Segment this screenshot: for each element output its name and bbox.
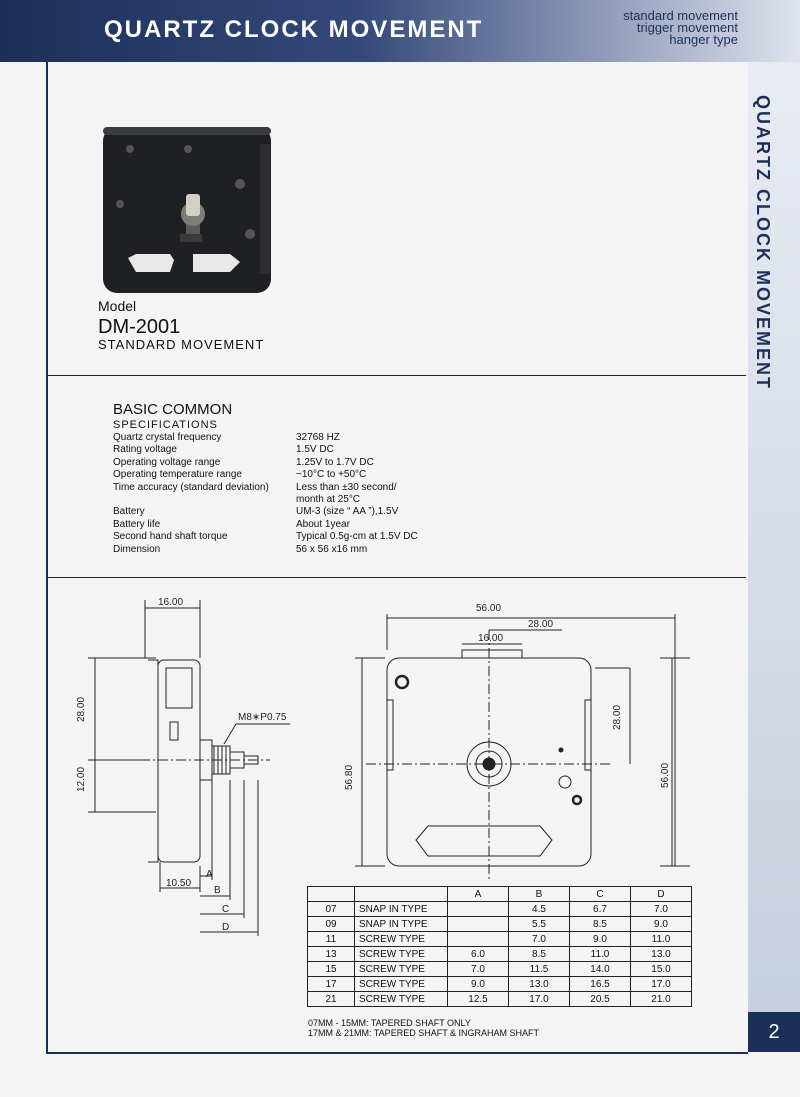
table-cell: 11.0 (570, 947, 631, 962)
spec-key: Battery life (113, 518, 161, 530)
table-cell: SNAP IN TYPE (355, 917, 448, 932)
table-cell: 11.0 (631, 932, 692, 947)
spec-key: Time accuracy (standard deviation) (113, 481, 269, 493)
footnote: 17MM & 21MM: TAPERED SHAFT & INGRAHAM SHAFT (308, 1028, 540, 1038)
spec-value: Typical 0.5g-cm at 1.5V DC (296, 531, 418, 543)
dim-side-height (88, 658, 156, 812)
spec-value: Less than ±30 second/ (296, 481, 397, 493)
side-view-back-plate (148, 660, 158, 862)
spec-value: 56 x 56 x16 mm (296, 543, 368, 555)
dim-front-width (387, 614, 675, 866)
spec-key: Battery (113, 506, 145, 518)
table-cell: 7.0 (509, 932, 570, 947)
table-cell: 17.0 (631, 977, 692, 992)
screw-hole-icon (126, 145, 134, 153)
hanger-slot-left (128, 254, 174, 272)
screw-hole-icon (116, 200, 124, 208)
table-cell: 6.0 (448, 947, 509, 962)
dim-c (200, 780, 244, 918)
table-cell: 15.0 (631, 962, 692, 977)
table-header-cell: A (448, 887, 509, 902)
table-cell: 9.0 (448, 977, 509, 992)
spec-value: About 1year (296, 518, 350, 530)
table-row (308, 962, 692, 977)
spec-value: UM-3 (size “ AA ”),1.5V (296, 506, 399, 518)
dim-label-front-half-height: 28.00 (612, 704, 623, 730)
table-cell: 09 (308, 917, 355, 932)
table-header-cell (355, 887, 448, 902)
table-cell: 4.5 (509, 902, 570, 917)
spec-row (113, 544, 476, 556)
table-cell: 9.0 (631, 917, 692, 932)
dim-label-side-upper: 28.00 (76, 696, 87, 722)
section-divider-2 (46, 577, 746, 578)
spec-row (113, 469, 476, 481)
header-title: QUARTZ CLOCK MOVEMENT (104, 16, 484, 43)
spec-value: 1.5V DC (296, 444, 334, 456)
table-cell: 21.0 (631, 992, 692, 1007)
right-clip (585, 700, 591, 770)
table-header-cell: C (570, 887, 631, 902)
table-cell: 5.5 (509, 917, 570, 932)
table-cell: SCREW TYPE (355, 962, 448, 977)
footnotes (308, 1018, 539, 1038)
product-photo (100, 124, 275, 296)
case-top-edge (103, 127, 271, 135)
spec-value: 1.25V to 1.7V DC (296, 456, 374, 468)
side-title: QUARTZ CLOCK MOVEMENT (753, 95, 773, 390)
table-row (308, 977, 692, 992)
table-row (308, 932, 692, 947)
table-cell: 16.5 (570, 977, 631, 992)
dim-a (200, 780, 212, 880)
table-row (308, 917, 692, 932)
thread-label: M8∗P0.75 (238, 712, 287, 723)
footnote: 07MM - 15MM: TAPERED SHAFT ONLY (308, 1018, 471, 1028)
dim-label-b: B (214, 885, 221, 896)
screw-hole-icon (245, 229, 255, 239)
thread-leader (224, 724, 290, 744)
dim-label-front-half-width: 28.00 (528, 619, 554, 630)
spec-row (113, 457, 476, 469)
top-slot (462, 650, 522, 658)
front-centerlines (366, 630, 612, 880)
table-cell: 11 (308, 932, 355, 947)
table-cell: 13.0 (509, 977, 570, 992)
table-header-cell (308, 887, 355, 902)
spec-key: Operating voltage range (113, 456, 221, 468)
dim-label-depth: 10.50 (166, 878, 192, 889)
header-subtitle-list (623, 10, 738, 46)
pin-icon (559, 748, 563, 752)
shaft-nut (180, 234, 202, 242)
spec-key (113, 494, 296, 506)
spec-key: Quartz crystal frequency (113, 432, 222, 443)
table-cell: 20.5 (570, 992, 631, 1007)
dim-label-a: A (206, 869, 213, 880)
screw-hole-icon (235, 179, 245, 189)
table-cell: 14.0 (570, 962, 631, 977)
front-view (355, 614, 690, 880)
table-cell: 13 (308, 947, 355, 962)
shaft-size-table (307, 886, 692, 1007)
table-cell: SNAP IN TYPE (355, 902, 448, 917)
specs-subheading: SPECIFICATIONS (113, 419, 218, 431)
header-sub-standard: standard movement (623, 8, 738, 23)
hand-shaft (186, 194, 200, 216)
spec-row (113, 482, 476, 494)
table-cell (448, 932, 509, 947)
table-header-row (308, 887, 692, 902)
table-cell: 17 (308, 977, 355, 992)
model-label: Model (98, 298, 137, 314)
dim-label-d: D (222, 922, 230, 933)
section-divider-1 (46, 375, 746, 376)
hanger-hole-icon (396, 676, 408, 688)
table-cell: SCREW TYPE (355, 977, 448, 992)
table-cell: 11.5 (509, 962, 570, 977)
dim-label-front-height: 56.80 (344, 764, 355, 790)
spec-key: Operating temperature range (113, 469, 242, 481)
spec-row (113, 494, 476, 506)
case-side-edge (260, 144, 270, 274)
dim-side-width (145, 600, 200, 658)
spec-row (113, 531, 476, 543)
dim-b (200, 780, 230, 900)
side-view-clip (170, 722, 178, 740)
spec-row (113, 519, 476, 531)
table-cell: 21 (308, 992, 355, 1007)
table-cell (448, 902, 509, 917)
side-view-detail (166, 668, 192, 708)
header-banner (0, 0, 800, 62)
screw-hole-icon (184, 145, 192, 153)
spec-row (113, 506, 476, 518)
shaft-hub-icon (483, 758, 495, 770)
table-cell: 07 (308, 902, 355, 917)
bottom-hanger-slot (416, 826, 552, 856)
table-cell: SCREW TYPE (355, 947, 448, 962)
table-cell: 8.5 (570, 917, 631, 932)
spec-row (113, 444, 476, 456)
specs-heading: BASIC COMMON (113, 401, 233, 418)
model-number: DM-2001 (98, 316, 181, 338)
dim-label-c: C (222, 904, 230, 915)
table-cell: 15 (308, 962, 355, 977)
table-header-cell: D (631, 887, 692, 902)
table-cell: SCREW TYPE (355, 992, 448, 1007)
header-sub-hanger: hanger type (669, 32, 738, 47)
table-cell: 13.0 (631, 947, 692, 962)
dim-label-front-right-height: 56.00 (660, 762, 671, 788)
table-cell: 17.0 (509, 992, 570, 1007)
table-cell: 8.5 (509, 947, 570, 962)
table-header-cell: B (509, 887, 570, 902)
spec-value: 32768 HZ (296, 432, 340, 443)
specs-list (113, 432, 476, 556)
screw-hole-icon (573, 796, 581, 804)
table-cell: 7.0 (631, 902, 692, 917)
dim-label-front-slot: 16.00 (478, 633, 504, 644)
spec-value: −10°C to +50°C (296, 469, 367, 481)
spec-key: Dimension (113, 543, 161, 555)
table-cell: SCREW TYPE (355, 932, 448, 947)
table-row (308, 902, 692, 917)
table-row (308, 947, 692, 962)
header-sub-trigger: trigger movement (636, 20, 738, 35)
drawing-labels (76, 597, 671, 933)
table-cell: 6.7 (570, 902, 631, 917)
table-row (308, 992, 692, 1007)
table-cell: 7.0 (448, 962, 509, 977)
screw-hole-icon (559, 776, 571, 788)
table-cell: 12.5 (448, 992, 509, 1007)
dim-label-side-lower: 12.00 (76, 766, 87, 792)
spec-value: month at 25°C (296, 494, 361, 506)
dim-label-front-width: 56.00 (476, 603, 502, 614)
side-view-body (158, 660, 200, 862)
table-cell (448, 917, 509, 932)
left-clip (387, 700, 393, 770)
dim-front-height (355, 658, 385, 866)
page-number: 2 (748, 1012, 800, 1052)
model-description: STANDARD MOVEMENT (98, 337, 265, 352)
table-cell: 9.0 (570, 932, 631, 947)
spec-key: Second hand shaft torque (113, 531, 228, 543)
dim-label-side-width: 16.00 (158, 597, 184, 608)
spec-key: Rating voltage (113, 444, 177, 456)
spec-row (113, 432, 476, 444)
